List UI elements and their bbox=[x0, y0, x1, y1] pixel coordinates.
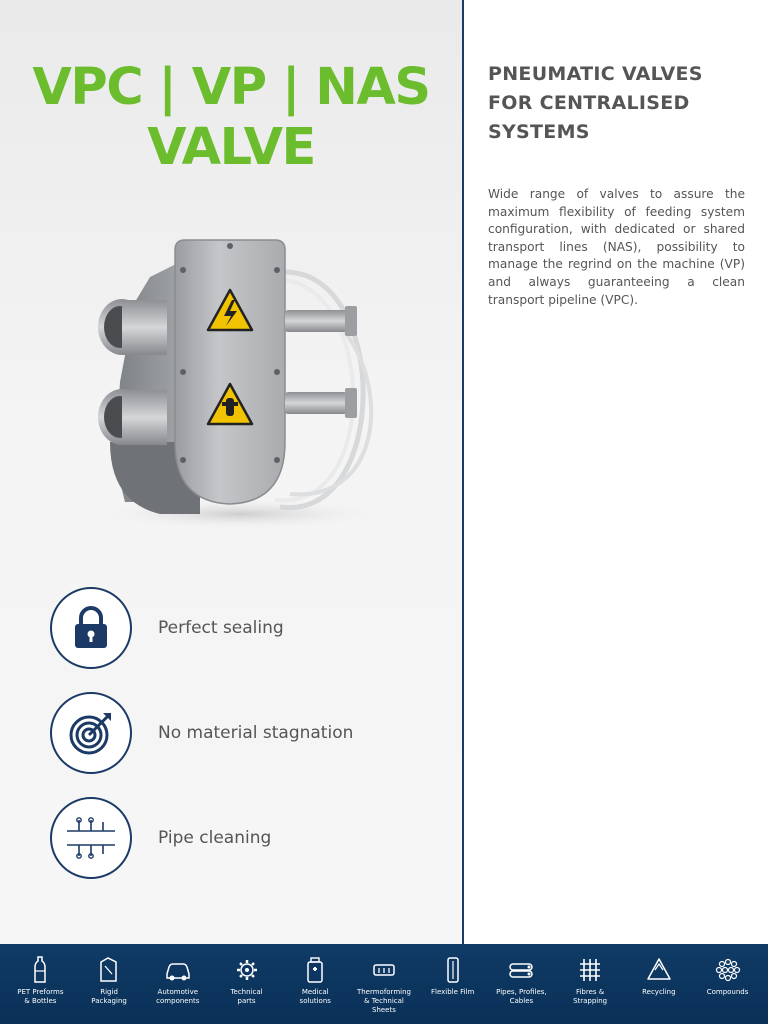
feature-label: Perfect sealing bbox=[158, 618, 284, 638]
sector-compounds bbox=[696, 956, 760, 997]
fibres-icon bbox=[577, 956, 603, 984]
sector-flexible-film bbox=[421, 956, 485, 997]
gear-icon bbox=[234, 956, 260, 984]
car-icon bbox=[165, 956, 191, 984]
sector-rigid-packaging bbox=[77, 956, 141, 1006]
feature-perfect-sealing bbox=[50, 588, 440, 668]
sector-label: Thermoforming & Technical Sheets bbox=[356, 988, 411, 1014]
sector-technical-parts bbox=[215, 956, 279, 1006]
feature-no-material-stagnation bbox=[50, 693, 440, 773]
sector-label: Recycling bbox=[642, 988, 676, 996]
title-line-2: VALVE bbox=[147, 118, 315, 177]
recycling-icon bbox=[646, 956, 672, 984]
target-icon bbox=[50, 692, 132, 774]
feature-label: Pipe cleaning bbox=[158, 828, 272, 848]
sector-pipes-profiles-cables bbox=[489, 956, 553, 1006]
sector-thermoforming bbox=[352, 956, 416, 1015]
compounds-icon bbox=[715, 956, 741, 984]
sector-label: PET Preforms & Bottles bbox=[17, 988, 64, 1005]
sector-medical bbox=[283, 956, 347, 1006]
tray-icon bbox=[371, 956, 397, 984]
jerrycan-icon bbox=[96, 956, 122, 984]
pipe-cleaning-icon bbox=[50, 797, 132, 879]
pipes-icon bbox=[508, 956, 534, 984]
sector-recycling bbox=[627, 956, 691, 997]
sector-label: Compounds bbox=[706, 988, 749, 996]
bottle-icon bbox=[27, 956, 53, 984]
padlock-icon bbox=[50, 587, 132, 669]
subtitle: PNEUMATIC VALVES FOR CENTRALISED SYSTEMS bbox=[488, 63, 703, 143]
valve-product-image bbox=[90, 232, 410, 532]
sector-fibres-strapping bbox=[558, 956, 622, 1006]
sector-automotive bbox=[146, 956, 210, 1006]
page-title bbox=[0, 58, 462, 178]
right-panel bbox=[464, 0, 768, 944]
sector-label: Fibres & Strapping bbox=[573, 988, 608, 1005]
sector-label: Flexible Film bbox=[430, 988, 475, 996]
sectors-footer bbox=[0, 944, 768, 1024]
sector-pet-preforms bbox=[8, 956, 72, 1006]
medical-bottle-icon bbox=[302, 956, 328, 984]
title-line-1: VPC | VP | NAS bbox=[32, 58, 430, 117]
feature-label: No material stagnation bbox=[158, 723, 354, 743]
sector-label: Rigid Packaging bbox=[91, 988, 127, 1005]
sector-label: Automotive components bbox=[156, 988, 200, 1005]
sector-label: Medical solutions bbox=[299, 988, 331, 1005]
description: Wide range of valves to assure the maximum flexibility of feeding system configuration, with dedicated or shared transport lines (NAS), possibility to manage the regrind on the machine (VP) and always guaranteeing a clean transport pipeline (VPC). bbox=[488, 187, 745, 307]
film-roll-icon bbox=[440, 956, 466, 984]
sector-label: Technical parts bbox=[230, 988, 263, 1005]
sector-label: Pipes, Profiles, Cables bbox=[496, 988, 547, 1005]
feature-pipe-cleaning bbox=[50, 798, 440, 878]
